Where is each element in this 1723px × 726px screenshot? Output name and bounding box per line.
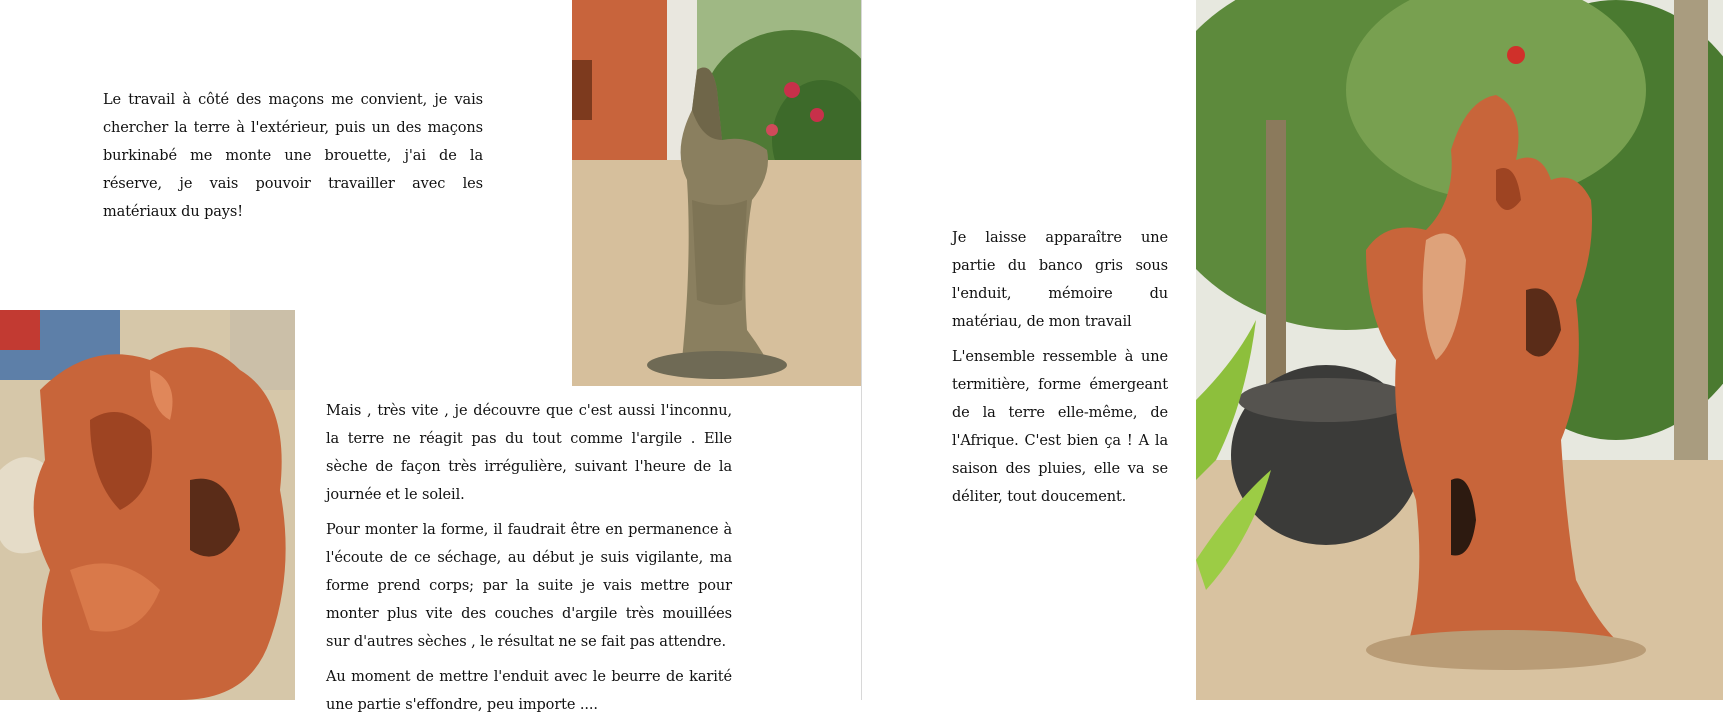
photo-finished-sculpture <box>1196 0 1723 700</box>
left-paragraph-3: Pour monter la forme, il faudrait être en permanence à l'écoute de ce séchage, au début je suis vigilante, ma forme prend corps; par la suite je vais mettre pour monter plus vite des couches d'argile très mouillées sur d'autres sèches , le résultat ne se fait pas attendre. <box>326 522 732 650</box>
left-page <box>0 0 862 713</box>
left-paragraph-1: Le travail à côté des maçons me convient, je vais chercher la terre à l'extérieur, puis un des maçons burkinabé me monte une brouette, j'ai de la réserve, je vais pouvoir travailler avec les matériaux du pays! <box>103 92 483 220</box>
right-paragraphs <box>952 224 1168 518</box>
left-paragraph-4: Au moment de mettre l'enduit avec le beurre de karité une partie s'effondre, peu importe .... <box>326 669 732 713</box>
photo-clay-detail <box>0 310 295 700</box>
right-paragraph-2: L'ensemble ressemble à une termitière, forme émergeant de la terre elle-même, de l'Afrique. C'est bien ça ! A la saison des pluies, elle va se déliter, tout doucement. <box>952 349 1168 505</box>
photo-grey-banco-sculpture <box>572 0 861 386</box>
left-paragraph-2: Mais , très vite , je découvre que c'est aussi l'inconnu, la terre ne réagit pas du tout comme l'argile . Elle sèche de façon très irrégulière, suivant l'heure de la journée et le soleil. <box>326 403 732 503</box>
left-paragraph-top <box>103 86 483 233</box>
right-paragraph-1: Je laisse apparaître une partie du banco gris sous l'enduit, mémoire du matériau, de mon travail <box>952 230 1168 330</box>
right-page <box>862 0 1723 700</box>
left-paragraphs-bottom <box>326 397 732 726</box>
